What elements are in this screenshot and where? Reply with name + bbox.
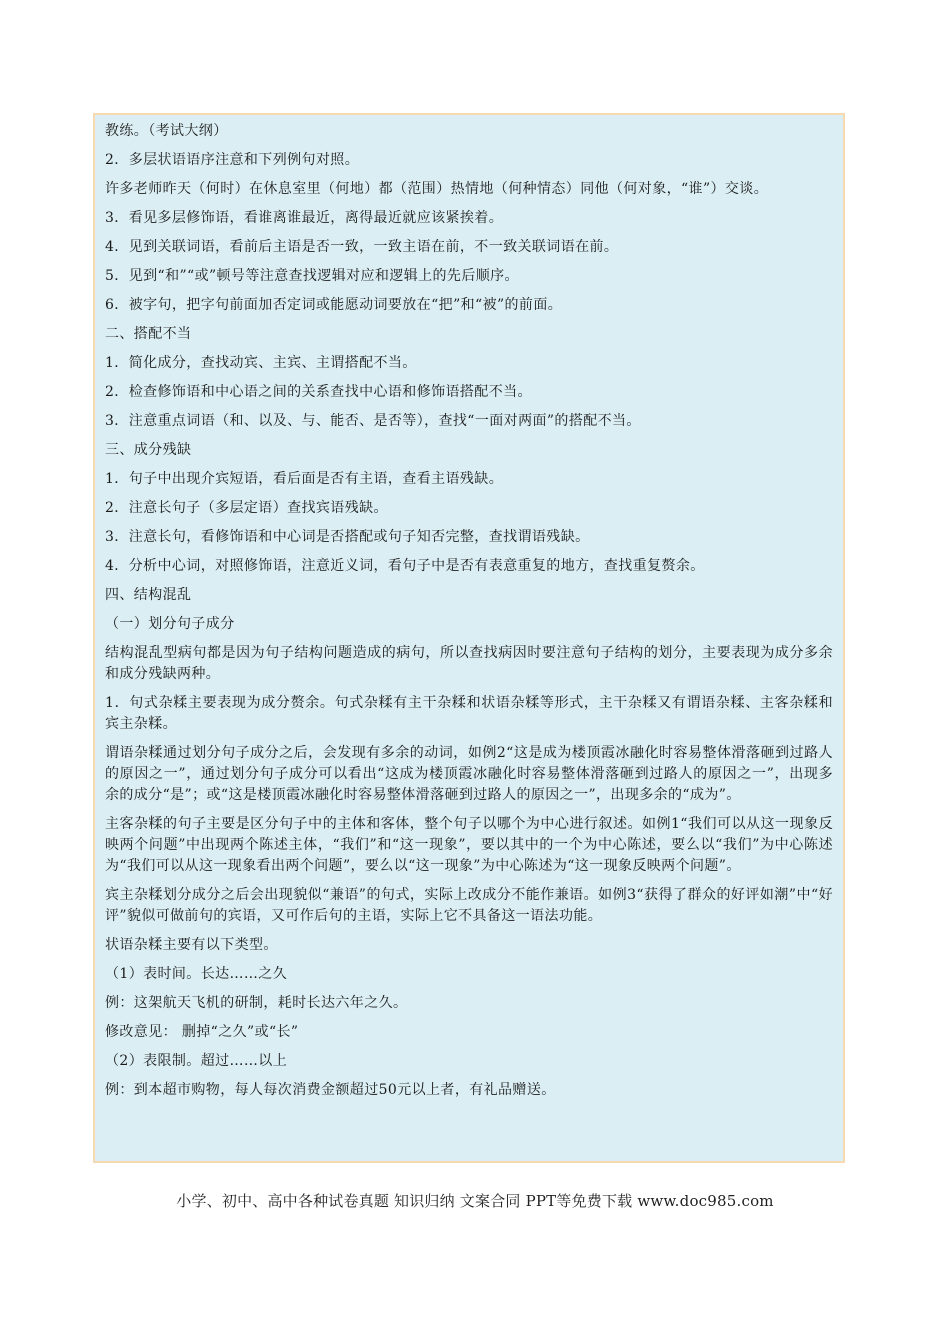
paragraph-13: 1．句子中出现介宾短语，看后面是否有主语，查看主语残缺。 [105, 471, 504, 487]
paragraph-29: 例：到本超市购物，每人每次消费金额超过50元以上者，有礼品赠送。 [105, 1082, 556, 1098]
paragraph-25: （1）表时间。长达……之久 [105, 966, 288, 982]
paragraph-9: 1．简化成分，查找动宾、主宾、主谓搭配不当。 [105, 355, 417, 371]
subsection-heading-1: （一）划分句子成分 [105, 616, 235, 632]
paragraph-4: 3．看见多层修饰语，看谁离谁最近，离得最近就应该紧挨着。 [105, 210, 504, 226]
paragraph-23: 宾主杂糅划分成分之后会出现貌似“兼语”的句式，实际上改成分不能作兼语。如例3“获得了群众的好评如潮”中“好评”貌似可做前句的宾语，又可作后句的主语，实际上它不具备这一语法功能。 [105, 887, 833, 924]
content-panel [93, 113, 845, 1163]
paragraph-20: 1．句式杂糅主要表现为成分赘余。句式杂糅有主干杂糅和状语杂糅等形式，主干杂糅又有谓语杂糅、主客杂糅和宾主杂糅。 [105, 695, 833, 732]
paragraph-15: 3．注意长句，看修饰语和中心词是否搭配或句子知否完整，查找谓语残缺。 [105, 529, 590, 545]
paragraph-22: 主客杂糅的句子主要是区分句子中的主体和客体，整个句子以哪个为中心进行叙述。如例1“我们可以从这一现象反映两个问题”中出现两个陈述主体，“我们”和“这一现象”，要以其中的一个为中心陈述，要么以“我们”为中心陈述为“我们可以从这一现象看出两个问题”，要么以“这一现象”为中心陈述为“这一现象反映两个问题”。 [105, 816, 833, 874]
paragraph-21: 谓语杂糅通过划分句子成分之后，会发现有多余的动词，如例2“这是成为楼顶霞冰融化时容易整体滑落砸到过路人的原因之一”，通过划分句子成分可以看出“这成为楼顶霞冰融化时容易整体滑落砸到过路人的原因之一”，出现多余的成分“是”；或“这是楼顶霞冰融化时容易整体滑落砸到过路人的原因之一”，出现多余的“成为”。 [105, 745, 833, 803]
paragraph-27: 修改意见： 删掉“之久”或“长” [105, 1024, 299, 1040]
paragraph-7: 6．被字句，把字句前面加否定词或能愿动词要放在“把”和“被”的前面。 [105, 297, 563, 313]
paragraph-28: （2）表限制。超过……以上 [105, 1053, 288, 1069]
paragraph-5: 4．见到关联词语，看前后主语是否一致，一致主语在前，不一致关联词语在前。 [105, 239, 619, 255]
paragraph-14: 2．注意长句子（多层定语）查找宾语残缺。 [105, 500, 388, 516]
paragraph-11: 3．注意重点词语（和、以及、与、能否、是否等），查找“一面对两面”的搭配不当。 [105, 413, 641, 429]
section-heading-4: 四、结构混乱 [105, 587, 192, 603]
paragraph-26: 例：这架航天飞机的研制，耗时长达六年之久。 [105, 995, 408, 1011]
paragraph-19: 结构混乱型病句都是因为句子结构问题造成的病句，所以查找病因时要注意句子结构的划分，主要表现为成分多余和成分残缺两种。 [105, 645, 833, 682]
section-heading-3: 三、成分残缺 [105, 442, 192, 458]
section-heading-2: 二、搭配不当 [105, 326, 192, 342]
page-footer: 小学、初中、高中各种试卷真题 知识归纳 文案合同 PPT等免费下载 www.doc985.com [176, 1192, 774, 1210]
paragraph-10: 2．检查修饰语和中心语之间的关系查找中心语和修饰语搭配不当。 [105, 384, 532, 400]
paragraph-1: 教练。（考试大纲） [105, 123, 228, 139]
paragraph-16: 4．分析中心词，对照修饰语，注意近义词，看句子中是否有表意重复的地方，查找重复赘余。 [105, 558, 705, 574]
paragraph-6: 5．见到“和”“或”顿号等注意查找逻辑对应和逻辑上的先后顺序。 [105, 268, 519, 284]
paragraph-3: 许多老师昨天（何时）在休息室里（何地）都（范围）热情地（何种情态）同他（何对象，“谁”）交谈。 [105, 181, 769, 197]
paragraph-2: 2．多层状语语序注意和下列例句对照。 [105, 152, 360, 168]
paragraph-24: 状语杂糅主要有以下类型。 [105, 937, 278, 953]
